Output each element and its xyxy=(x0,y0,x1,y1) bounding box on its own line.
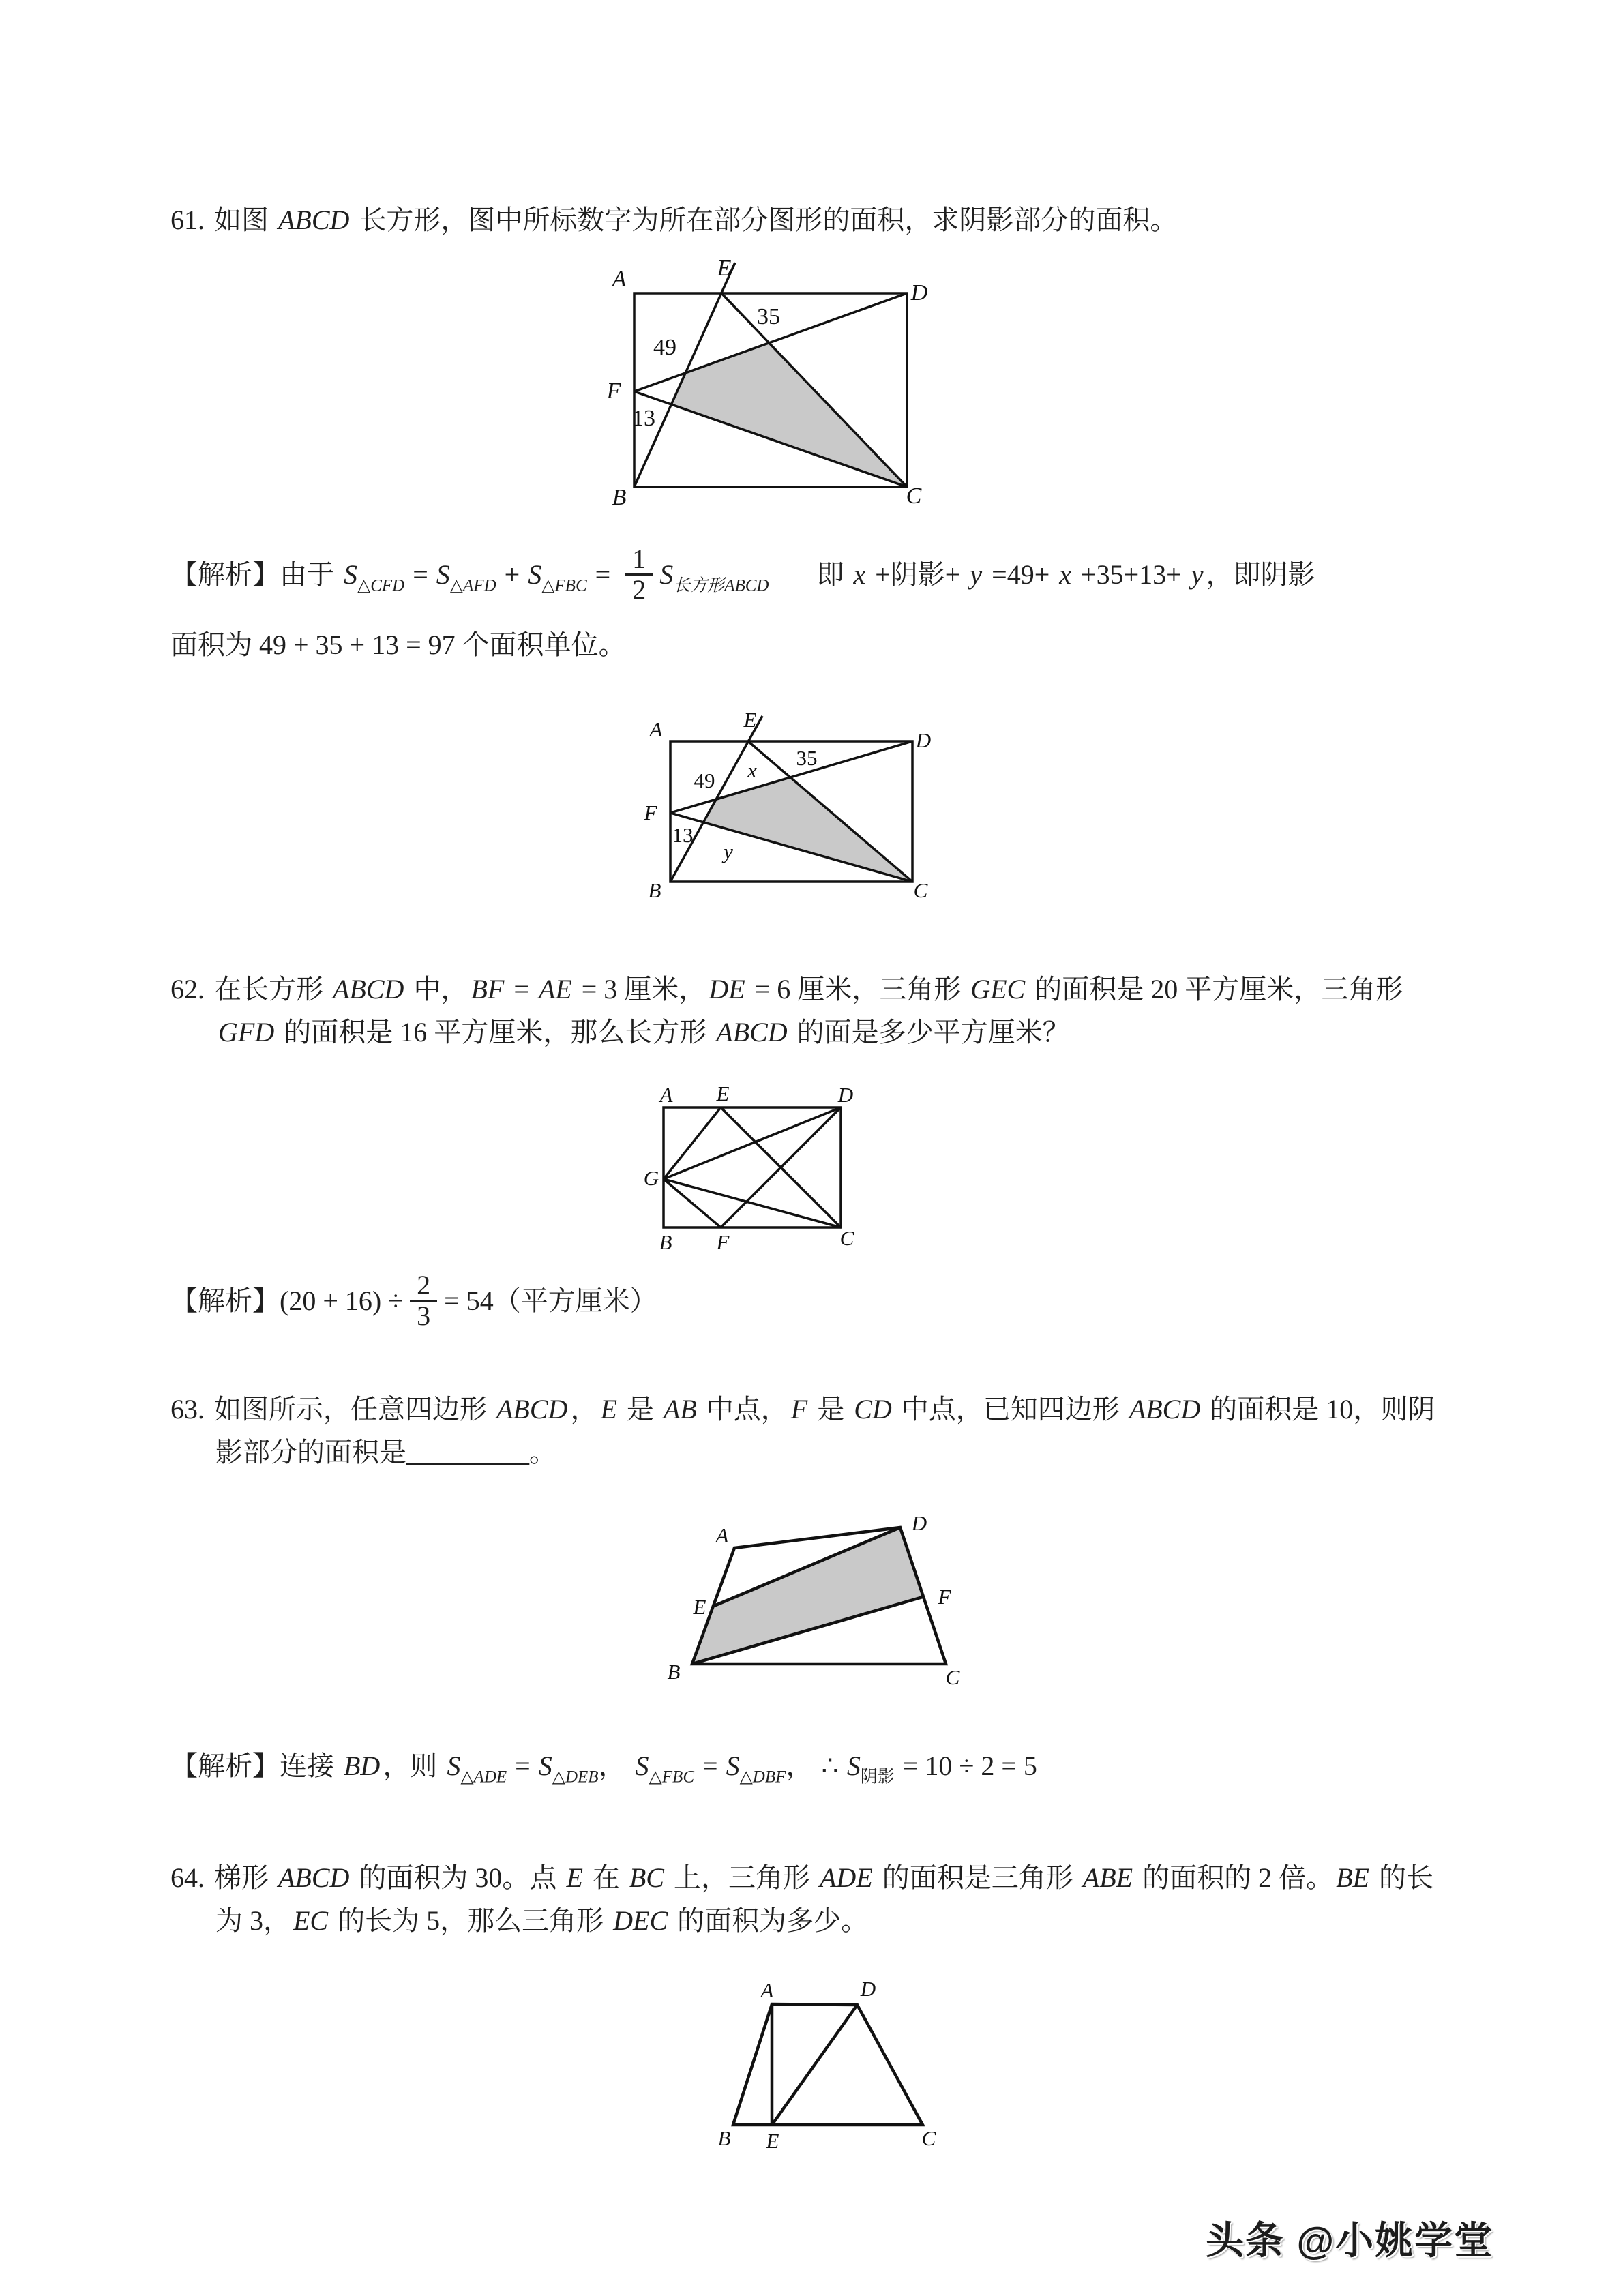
vertex-label-g: G xyxy=(643,1166,659,1190)
expression-result: = 10 ÷ 2 = 5 xyxy=(902,1750,1037,1781)
area-symbol: S xyxy=(726,1750,740,1781)
subscript: △DEB xyxy=(552,1768,599,1787)
math-variable: BC xyxy=(629,1862,664,1893)
subscript: △FBC xyxy=(541,576,587,595)
equals-sign: = xyxy=(702,1750,718,1781)
text-segment: 的长为 5，那么三角形 xyxy=(331,1905,611,1936)
text-segment: 的长为 3， xyxy=(215,1862,1433,1936)
expression: (20 + 16) ÷ xyxy=(280,1285,404,1316)
math-variable: DE xyxy=(709,974,745,1004)
math-variable: E xyxy=(600,1394,617,1425)
math-variable: y xyxy=(1191,559,1204,590)
vertex-label-b: B xyxy=(717,2126,731,2150)
text-segment: 的面积是 16 平方厘米，那么长方形 xyxy=(277,1017,714,1047)
line-de xyxy=(772,2005,857,2125)
text-segment: = 6 厘米，三角形 xyxy=(747,974,968,1004)
vertex-label-b: B xyxy=(659,1230,672,1254)
vertex-label-e: E xyxy=(717,256,732,281)
problem-62-text xyxy=(170,968,1443,1054)
equals-sign: = xyxy=(515,1750,531,1781)
math-variable: AB xyxy=(663,1394,697,1425)
vertex-label-f: F xyxy=(644,801,657,824)
vertex-label-b: B xyxy=(612,485,627,510)
math-variable: GEC xyxy=(970,974,1026,1004)
fraction-numerator: 2 xyxy=(417,1270,431,1301)
vertex-label-d: D xyxy=(837,1083,854,1107)
area-value-13: 13 xyxy=(672,823,694,847)
equals-sign: = xyxy=(413,559,428,590)
math-variable: ABCD xyxy=(496,1394,568,1425)
text-segment: =49+ xyxy=(985,559,1057,590)
math-variable: ABCD xyxy=(716,1017,788,1047)
text-segment: 中点， xyxy=(699,1394,788,1425)
text-segment: 是 xyxy=(810,1394,852,1425)
text-segment: 。 xyxy=(529,1437,556,1467)
math-variable: x xyxy=(853,559,866,590)
math-variable: ADE xyxy=(820,1862,873,1893)
vertex-label-a: A xyxy=(659,1083,673,1107)
vertex-label-e: E xyxy=(743,708,757,732)
text-segment: 在 xyxy=(585,1862,627,1893)
math-variable: ABCD xyxy=(278,1862,350,1893)
comma: ， xyxy=(598,1750,626,1781)
vertex-label-d: D xyxy=(915,728,932,752)
math-variable: E xyxy=(566,1862,583,1893)
math-variable: ABE xyxy=(1082,1862,1133,1893)
text-segment: 梯形 xyxy=(214,1862,276,1893)
vertex-label-f: F xyxy=(606,378,621,404)
subscript: 阴影 xyxy=(860,1768,895,1787)
vertex-label-d: D xyxy=(910,280,928,305)
solution-61-line1 xyxy=(170,529,1315,632)
vertex-label-a: A xyxy=(649,717,663,741)
text-segment: ，即阴影 xyxy=(1206,559,1315,590)
area-value-y: y xyxy=(724,839,733,863)
solution-63 xyxy=(170,1744,1045,1799)
text-segment: 的面积为多少。 xyxy=(670,1905,869,1936)
math-variable: BD xyxy=(344,1750,381,1781)
math-variable: BF xyxy=(471,974,505,1004)
figure-64 xyxy=(709,1978,941,2155)
math-variable: y xyxy=(970,559,983,590)
vertex-label-f: F xyxy=(938,1585,951,1609)
problem-61-number: 61. xyxy=(170,205,205,235)
figure-62 xyxy=(641,1079,873,1256)
area-value-x: x xyxy=(747,758,757,782)
plus-sign: + xyxy=(504,559,520,590)
area-value-49: 49 xyxy=(694,769,715,792)
line-gc xyxy=(664,1179,841,1227)
text-segment: 的面积是 20 平方厘米，三角形 xyxy=(1028,974,1403,1004)
vertex-label-f: F xyxy=(716,1230,730,1254)
area-symbol: S xyxy=(447,1750,461,1781)
fraction-numerator: 1 xyxy=(632,543,646,575)
area-value-49: 49 xyxy=(653,335,676,360)
vertex-label-e: E xyxy=(766,2129,779,2153)
area-symbol: S xyxy=(538,1750,552,1781)
text-segment: 长方形，图中所标数字为所在部分图形的面积，求阴影部分的面积。 xyxy=(352,205,1178,235)
subscript: △DBF xyxy=(739,1768,786,1787)
text-segment: ，则 xyxy=(383,1750,438,1781)
text-segment: +35+13+ xyxy=(1074,559,1189,590)
problem-63-text xyxy=(170,1388,1443,1474)
math-variable: BE xyxy=(1336,1862,1369,1893)
area-symbol: S xyxy=(436,559,450,590)
expression-result: = 54（平方厘米） xyxy=(444,1285,657,1316)
line-gd xyxy=(664,1107,841,1179)
vertex-label-e: E xyxy=(693,1595,706,1619)
text-segment: 如图 xyxy=(214,205,276,235)
vertex-label-c: C xyxy=(921,2126,936,2150)
area-symbol: S xyxy=(659,559,674,590)
math-variable: GFD xyxy=(218,1017,275,1047)
vertex-label-c: C xyxy=(839,1226,854,1250)
figure-63 xyxy=(655,1507,975,1698)
solution-61-line2 xyxy=(170,623,626,666)
vertex-label-d: D xyxy=(911,1511,927,1535)
answer-blank: _________ xyxy=(406,1437,529,1467)
vertex-label-a: A xyxy=(612,267,627,292)
area-symbol: S xyxy=(528,559,542,590)
math-variable: F xyxy=(790,1394,808,1425)
equals-sign: = xyxy=(595,559,611,590)
problem-62-number: 62. xyxy=(170,974,205,1004)
text-segment: 的面积的 2 倍。 xyxy=(1135,1862,1334,1893)
area-symbol: S xyxy=(635,1750,649,1781)
text-segment: = xyxy=(507,974,536,1004)
vertex-label-e: E xyxy=(716,1082,730,1105)
text-segment: 中， xyxy=(406,974,468,1004)
math-variable: DEC xyxy=(613,1905,668,1936)
problem-64-text xyxy=(170,1856,1443,1942)
analysis-label: 【解析】 xyxy=(170,1750,280,1781)
comma: ， xyxy=(786,1750,814,1781)
figure-61-solution xyxy=(634,709,948,914)
text-segment: +阴影+ xyxy=(868,559,968,590)
text-segment: 的面积是 10，则阴影部分的面积是 xyxy=(215,1394,1435,1467)
text-segment: 如图所示，任意四边形 xyxy=(214,1394,494,1425)
therefore-sign: ∴ xyxy=(821,1750,839,1781)
math-variable: ABCD xyxy=(333,974,404,1004)
area-value-13: 13 xyxy=(632,406,655,431)
vertex-label-a: A xyxy=(760,1978,774,2002)
text-segment: 由于 xyxy=(280,559,334,590)
fraction-two-thirds xyxy=(410,1271,437,1330)
vertex-label-b: B xyxy=(667,1660,681,1684)
problem-63-number: 63. xyxy=(170,1394,205,1425)
text-segment: 在长方形 xyxy=(214,974,330,1004)
math-variable: AE xyxy=(538,974,572,1004)
solution-62 xyxy=(170,1255,657,1347)
area-symbol: S xyxy=(344,559,357,590)
subscript: 长方形ABCD xyxy=(673,576,769,595)
area-value-35: 35 xyxy=(757,304,780,329)
fraction-denominator: 3 xyxy=(410,1300,437,1330)
math-variable: ABCD xyxy=(278,205,350,235)
problem-64-number: 64. xyxy=(170,1862,205,1893)
fraction-one-half xyxy=(625,545,653,604)
text-segment: = 3 厘米， xyxy=(574,974,706,1004)
vertex-label-a: A xyxy=(715,1523,729,1547)
vertex-label-c: C xyxy=(906,483,922,509)
text-segment: 的面积是三角形 xyxy=(875,1862,1080,1893)
problem-61-text xyxy=(170,198,1443,241)
analysis-label: 【解析】 xyxy=(170,1285,280,1316)
math-variable: ABCD xyxy=(1129,1394,1201,1425)
analysis-label: 【解析】 xyxy=(170,559,280,590)
text-segment: 中点，已知四边形 xyxy=(894,1394,1127,1425)
footer-watermark: 头条 @小姚学堂 xyxy=(1206,2219,1494,2262)
text-segment: 即 xyxy=(816,559,851,590)
vertex-label-c: C xyxy=(913,878,928,902)
fraction-denominator: 2 xyxy=(625,573,653,604)
math-variable: x xyxy=(1059,559,1072,590)
vertex-label-c: C xyxy=(945,1665,960,1689)
subscript: △FBC xyxy=(649,1768,694,1787)
area-value-35: 35 xyxy=(796,746,818,770)
text-segment: ， xyxy=(570,1394,598,1425)
vertex-label-b: B xyxy=(648,878,661,902)
vertex-label-d: D xyxy=(860,1977,876,2001)
shaded-region xyxy=(692,1527,923,1664)
subscript: △CFD xyxy=(357,576,405,595)
text-segment: 的面是多少平方厘米？ xyxy=(790,1017,1070,1047)
text-segment: 面积为 49 + 35 + 13 = 97 个面积单位。 xyxy=(170,629,626,660)
figure-61 xyxy=(600,254,982,510)
text-segment: 是 xyxy=(619,1394,661,1425)
math-variable: EC xyxy=(293,1905,329,1936)
subscript: △ADE xyxy=(460,1768,507,1787)
subscript: △AFD xyxy=(449,576,496,595)
trapezoid-abcd xyxy=(733,2004,923,2125)
math-variable: CD xyxy=(854,1394,892,1425)
text-segment: 的面积为 30。点 xyxy=(352,1862,564,1893)
area-symbol: S xyxy=(846,1750,861,1781)
text-segment: 连接 xyxy=(280,1750,341,1781)
text-segment: 上，三角形 xyxy=(667,1862,817,1893)
